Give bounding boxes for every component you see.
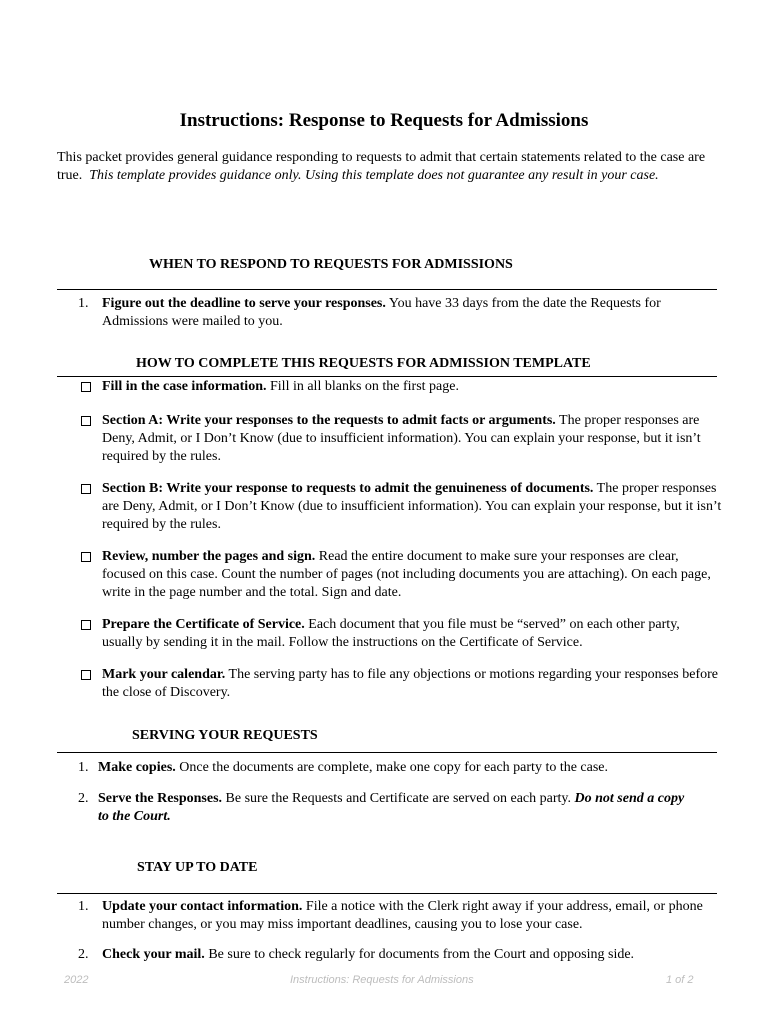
item-number: 1.	[78, 760, 89, 775]
item-title: Figure out the deadline to serve your responses.	[102, 296, 386, 311]
item-text	[102, 480, 722, 534]
item-title: Update your contact information.	[102, 899, 303, 914]
item-body: Each document that you file must be “served” on each other party, usually by sending it in the mail. Follow the instructions on the Certificate of Service.	[102, 617, 680, 650]
item-number: 2.	[78, 947, 89, 962]
item-text	[98, 759, 718, 777]
item-body: Read the entire document to make sure your responses are clear, focused on this case. Count the number of pages (not including documents you are attaching). On each page, write in the page number and the total. Sign and date.	[102, 549, 711, 600]
item-body: Fill in all blanks on the first page.	[266, 379, 459, 394]
item-title: Make copies.	[98, 760, 176, 775]
item-text	[102, 412, 722, 466]
intro-disclaimer: This template provides guidance only. Using this template does not guarantee any result in your case.	[89, 168, 659, 183]
item-text	[98, 790, 693, 826]
footer-title: Instructions: Requests for Admissions	[290, 974, 474, 986]
section-heading-when: WHEN TO RESPOND TO REQUESTS FOR ADMISSIONS	[149, 257, 513, 272]
item-title: Section B: Write your response to requests to admit the genuineness of documents.	[102, 481, 594, 496]
item-text	[102, 548, 722, 602]
item-title: Serve the Responses.	[98, 791, 223, 806]
page-title: Instructions: Response to Requests for Admissions	[179, 110, 589, 131]
item-warning: Do not send a copy to the Court.	[98, 791, 685, 824]
item-title: Fill in the case information.	[102, 379, 267, 394]
item-body: The proper responses are Deny, Admit, or I Don’t Know (due to insufficient information). You can explain your response, but it isn’t required by the rules.	[102, 413, 701, 464]
footer-page-number: 1 of 2	[666, 974, 694, 986]
item-text	[102, 378, 722, 396]
intro-paragraph	[57, 149, 717, 185]
intro-text: This packet provides general guidance responding to requests to admit that certain statements related to the case are true.	[57, 150, 706, 183]
item-title: Prepare the Certificate of Service.	[102, 617, 305, 632]
item-body: File a notice with the Clerk right away if your address, email, or phone number changes, or you may miss important deadlines, causing you to lose your case.	[102, 899, 703, 932]
footer-year: 2022	[64, 974, 89, 986]
item-text	[102, 946, 722, 964]
checkbox[interactable]	[81, 484, 91, 494]
item-text	[102, 616, 722, 652]
item-body: Once the documents are complete, make one copy for each party to the case.	[175, 760, 609, 775]
item-body: The proper responses are Deny, Admit, or I Don’t Know (due to insufficient information). You can explain your response, but it isn’t required by the rules.	[102, 481, 722, 532]
item-title: Section A: Write your responses to the requests to admit facts or arguments.	[102, 413, 556, 428]
section-divider	[57, 893, 717, 894]
item-body: Be sure to check regularly for documents from the Court and opposing side.	[204, 947, 635, 962]
item-body: You have 33 days from the date the Requests for Admissions were mailed to you.	[102, 296, 661, 329]
item-number: 1.	[78, 296, 89, 311]
checkbox[interactable]	[81, 670, 91, 680]
item-body: Be sure the Requests and Certificate are served on each party.	[222, 791, 575, 806]
item-number: 1.	[78, 899, 89, 914]
item-title: Check your mail.	[102, 947, 205, 962]
checkbox[interactable]	[81, 416, 91, 426]
section-heading-how: HOW TO COMPLETE THIS REQUESTS FOR ADMISSION TEMPLATE	[136, 356, 591, 371]
item-number: 2.	[78, 791, 89, 806]
item-text	[102, 295, 722, 331]
item-body: The serving party has to file any objections or motions regarding your responses before the close of Discovery.	[102, 667, 719, 700]
section-divider	[57, 289, 717, 290]
checkbox[interactable]	[81, 382, 91, 392]
item-text	[102, 666, 722, 702]
item-title: Review, number the pages and sign.	[102, 549, 316, 564]
item-text	[102, 898, 722, 934]
section-divider	[57, 376, 717, 377]
checkbox[interactable]	[81, 620, 91, 630]
section-heading-stay: STAY UP TO DATE	[137, 860, 258, 875]
item-title: Mark your calendar.	[102, 667, 226, 682]
checkbox[interactable]	[81, 552, 91, 562]
section-heading-serving: SERVING YOUR REQUESTS	[132, 728, 318, 743]
section-divider	[57, 752, 717, 753]
